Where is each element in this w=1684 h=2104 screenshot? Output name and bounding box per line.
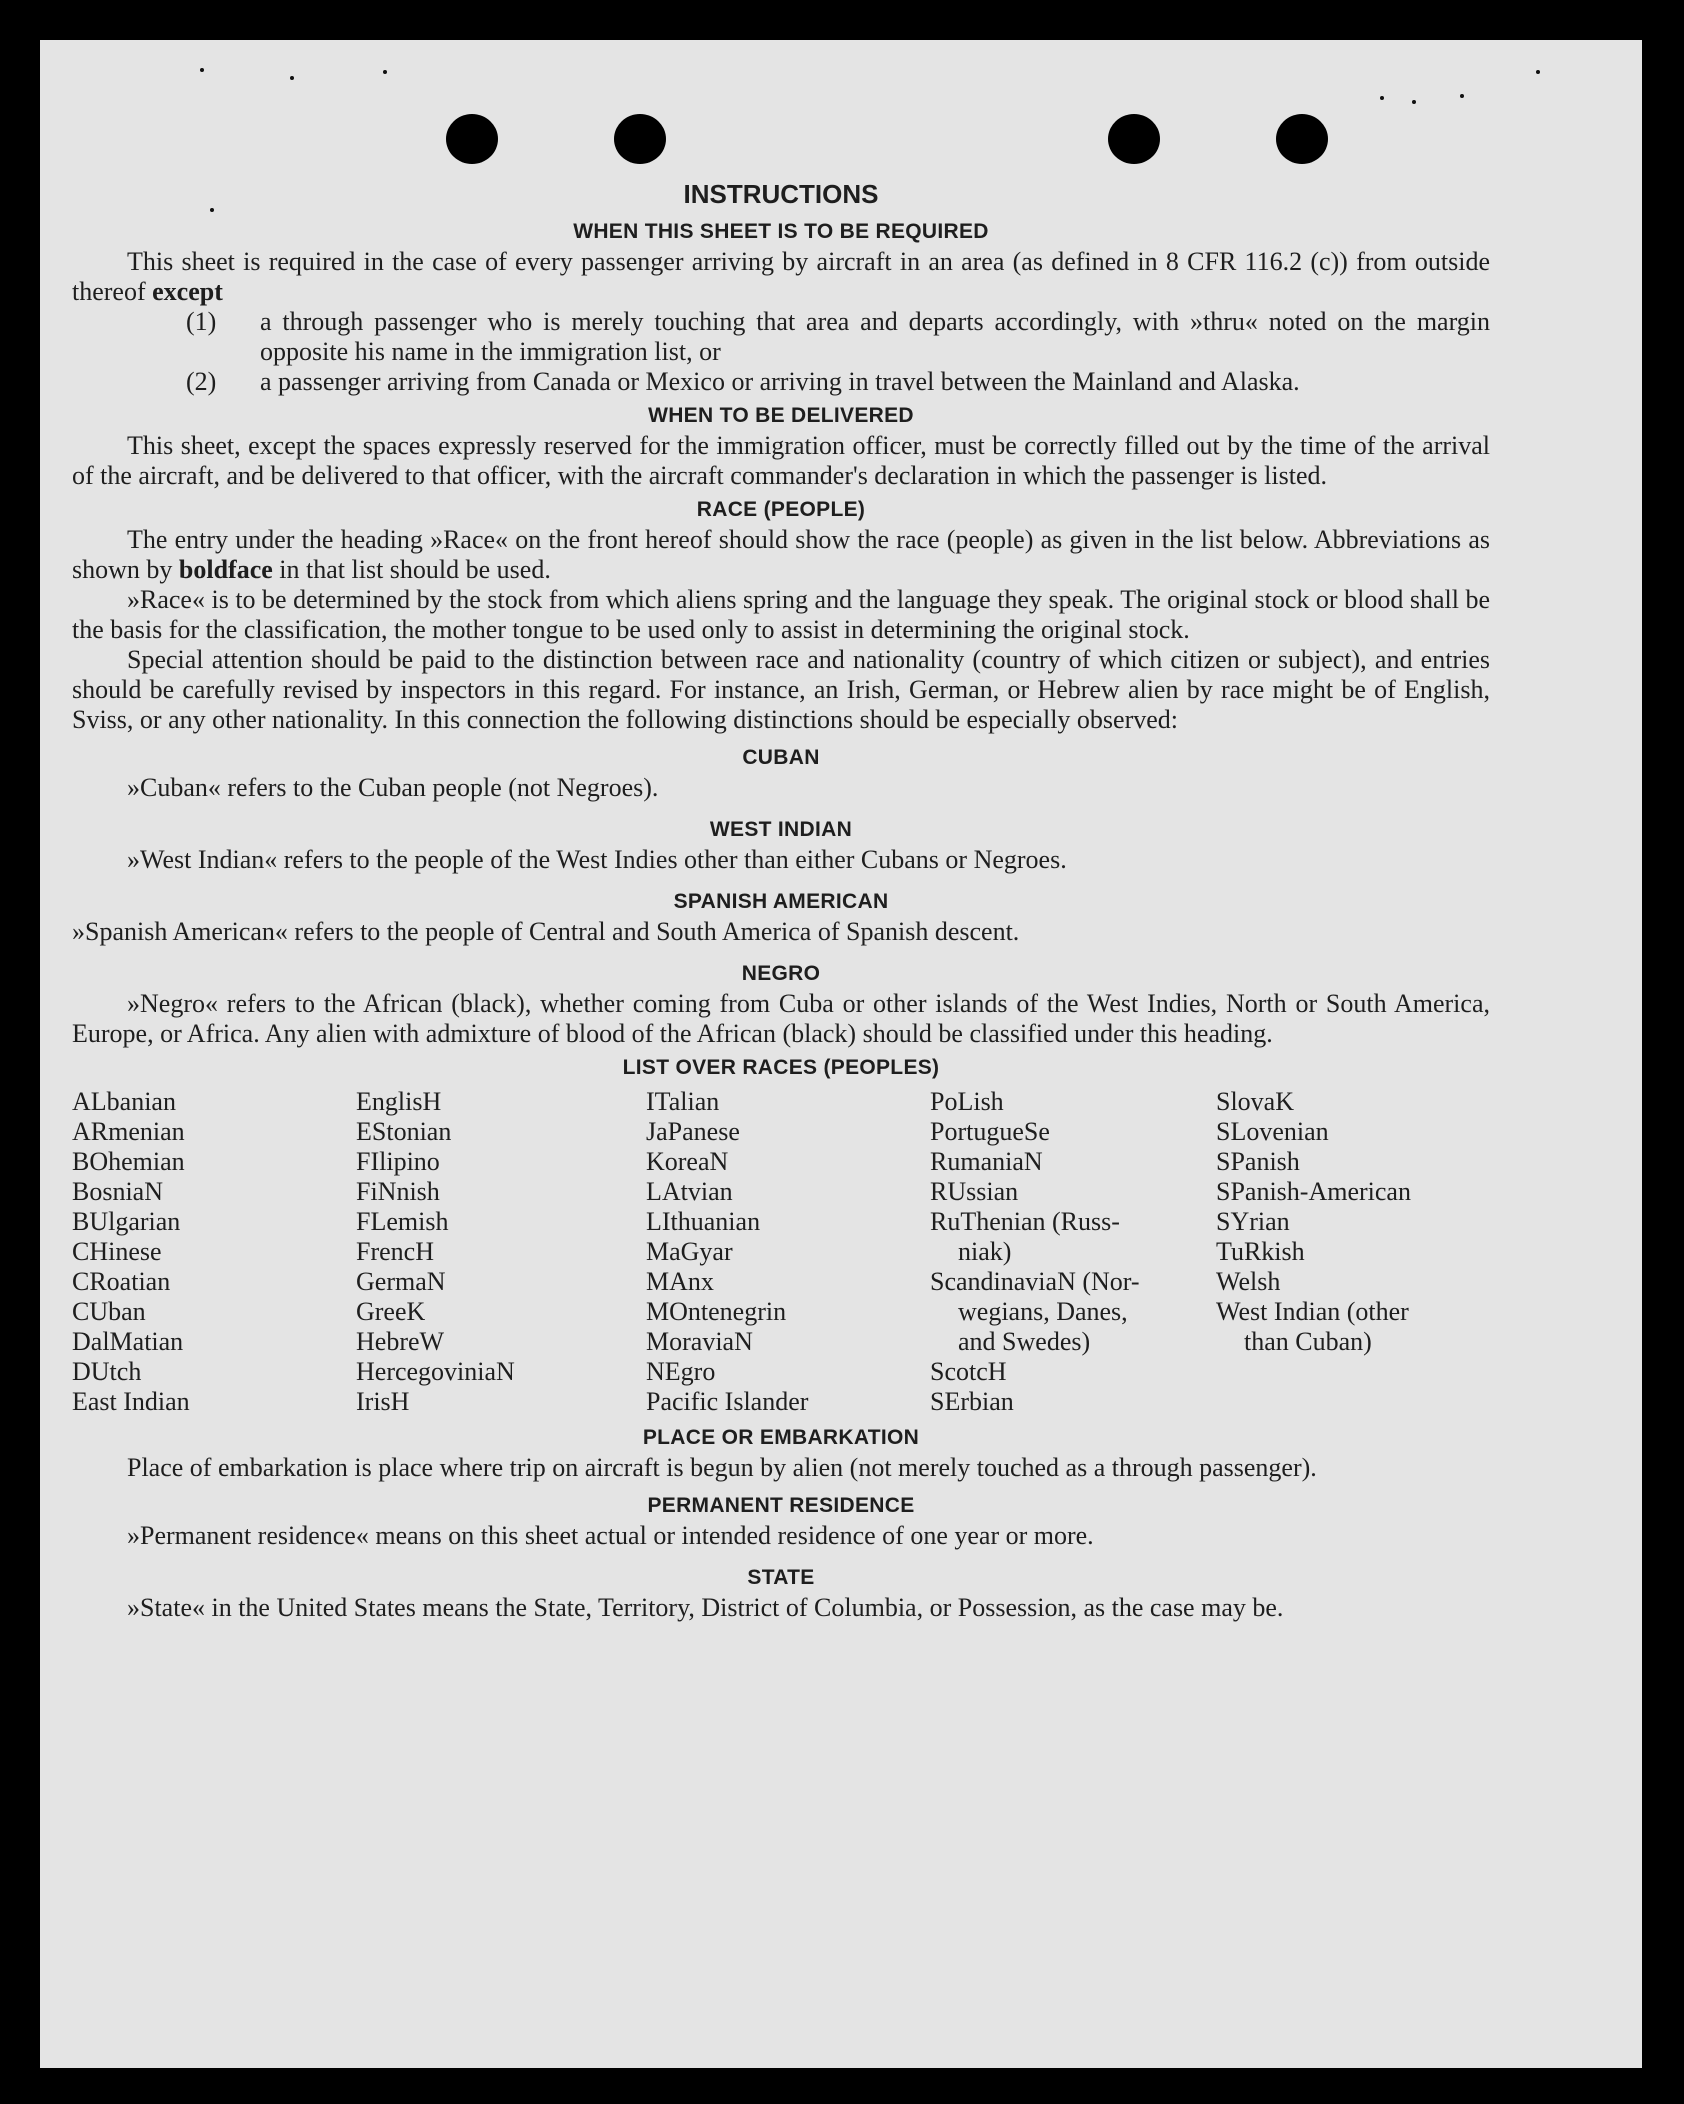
race-list-column-5 bbox=[1216, 1087, 1486, 1417]
list-item: EnglisH bbox=[356, 1087, 442, 1116]
scan-speck bbox=[1536, 70, 1540, 74]
heading-when-required: WHEN THIS SHEET IS TO BE REQUIRED bbox=[573, 220, 989, 243]
list-item: CRoatian bbox=[72, 1267, 171, 1296]
scan-speck bbox=[383, 70, 387, 74]
list-item: RumaniaN bbox=[930, 1147, 1043, 1176]
race-paragraph-2: »Race« is to be determined by the stock from which aliens spring and the language they speak. The original stock or blood shall be the basis for the classification, the mother tongue to be used only to assist in determining the original stock. bbox=[72, 585, 1490, 644]
required-intro: This sheet is required in the case of every passenger arriving by aircraft in an area (as defined in 8 CFR 116.2 (c)) from outside thereof except bbox=[72, 247, 1490, 306]
punch-hole bbox=[1108, 114, 1160, 164]
delivered-text: This sheet, except the spaces expressly reserved for the immigration officer, must be correctly filled out by the time of the arrival of the aircraft, and be delivered to that officer, with the aircraft commander's declaration in which the passenger is listed. bbox=[72, 431, 1490, 490]
list-item: ARmenian bbox=[72, 1117, 185, 1146]
list-item: SPanish-American bbox=[1216, 1177, 1411, 1206]
list-item: ALbanian bbox=[72, 1087, 176, 1116]
list-item: CHinese bbox=[72, 1237, 162, 1266]
west-indian-text: »West Indian« refers to the people of the West Indies other than either Cubans or Negroes. bbox=[127, 845, 1067, 874]
instructions-body bbox=[72, 177, 1490, 1623]
list-item: GreeK bbox=[356, 1297, 426, 1326]
list-item: MoraviaN bbox=[646, 1327, 753, 1356]
heading-state: STATE bbox=[747, 1566, 815, 1589]
list-item: BUlgarian bbox=[72, 1207, 181, 1236]
punch-hole bbox=[614, 114, 666, 164]
heading-race: RACE (PEOPLE) bbox=[696, 498, 866, 521]
list-item: Welsh bbox=[1216, 1267, 1281, 1296]
scan-speck bbox=[200, 68, 204, 72]
item-text: a through passenger who is merely touching that area and departs accordingly, with »thru« noted on the margin opposite his name in the immigration list, or bbox=[260, 307, 1490, 366]
item-text: a passenger arriving from Canada or Mexico or arriving in travel between the Mainland and Alaska. bbox=[260, 367, 1300, 396]
list-item: PortugueSe bbox=[930, 1117, 1050, 1146]
race-list-column-2 bbox=[356, 1087, 646, 1417]
list-item: CUban bbox=[72, 1297, 146, 1326]
list-item: RuThenian (Russ- bbox=[930, 1207, 1120, 1236]
item-number: (2) bbox=[186, 367, 217, 396]
scan-speck bbox=[1412, 100, 1416, 104]
scan-speck bbox=[1380, 96, 1384, 100]
list-item: FLemish bbox=[356, 1207, 449, 1236]
list-item: than Cuban) bbox=[1244, 1327, 1372, 1356]
list-item: BOhemian bbox=[72, 1147, 185, 1176]
list-item: DUtch bbox=[72, 1357, 142, 1386]
list-item: FiNnish bbox=[356, 1177, 440, 1206]
race-paragraph-3: Special attention should be paid to the distinction between race and nationality (country of which citizen or subject), and entries should be carefully revised by inspectors in this regard. For instance, an Irish, German, or Hebrew alien by race might be of English, Sviss, or any other nationality. In this connection the following distinctions should be especially observed: bbox=[72, 645, 1490, 734]
list-item: ITalian bbox=[646, 1087, 720, 1116]
list-item: wegians, Danes, bbox=[958, 1297, 1128, 1326]
list-item: GermaN bbox=[356, 1267, 446, 1296]
list-item: FrencH bbox=[356, 1237, 434, 1266]
list-item: IrisH bbox=[356, 1387, 410, 1416]
list-item: KoreaN bbox=[646, 1147, 729, 1176]
page-title: INSTRUCTIONS bbox=[683, 179, 879, 209]
list-item: DalMatian bbox=[72, 1327, 184, 1356]
document-sheet bbox=[40, 40, 1642, 2068]
list-item: SPanish bbox=[1216, 1147, 1300, 1176]
punch-hole bbox=[1276, 114, 1328, 164]
list-item: East Indian bbox=[72, 1387, 190, 1416]
state-text: »State« in the United States means the State, Territory, District of Columbia, or Possession, as the case may be. bbox=[127, 1593, 1284, 1622]
item-number: (1) bbox=[186, 307, 217, 336]
heading-when-delivered: WHEN TO BE DELIVERED bbox=[648, 404, 914, 427]
heading-west-indian: WEST INDIAN bbox=[709, 818, 853, 841]
heading-permanent-residence: PERMANENT RESIDENCE bbox=[647, 1494, 915, 1517]
list-item: MAnx bbox=[646, 1267, 714, 1296]
embarkation-text: Place of embarkation is place where trip on aircraft is begun by alien (not merely touched as a through passenger). bbox=[127, 1453, 1317, 1482]
list-item: RUssian bbox=[930, 1177, 1019, 1206]
race-list-column-1 bbox=[72, 1087, 356, 1417]
list-item: HebreW bbox=[356, 1327, 445, 1356]
required-item-1 bbox=[72, 307, 1490, 367]
list-item: SErbian bbox=[930, 1387, 1014, 1416]
heading-negro: NEGRO bbox=[741, 962, 821, 985]
list-item: MOntenegrin bbox=[646, 1297, 787, 1326]
boldface-word: boldface bbox=[178, 555, 273, 584]
negro-text: »Negro« refers to the African (black), whether coming from Cuba or other islands of the West Indies, North or South America, Europe, or Africa. Any alien with admixture of blood of the African (black) should be classified under this heading. bbox=[72, 989, 1490, 1048]
list-item: NEgro bbox=[646, 1357, 716, 1386]
list-item: LAtvian bbox=[646, 1177, 733, 1206]
scan-speck bbox=[290, 76, 294, 80]
list-item: SLovenian bbox=[1216, 1117, 1329, 1146]
list-item: Pacific Islander bbox=[646, 1387, 809, 1416]
heading-list-over-races: LIST OVER RACES (PEOPLES) bbox=[622, 1056, 940, 1079]
required-item-2 bbox=[72, 367, 1490, 397]
list-item: BosniaN bbox=[72, 1177, 163, 1206]
scan-speck bbox=[1460, 94, 1464, 98]
list-item: FIlipino bbox=[356, 1147, 440, 1176]
list-item: HercegoviniaN bbox=[356, 1357, 515, 1386]
list-item: JaPanese bbox=[646, 1117, 740, 1146]
heading-place-of-embarkation: PLACE OR EMBARKATION bbox=[642, 1426, 920, 1449]
heading-spanish-american: SPANISH AMERICAN bbox=[673, 890, 889, 913]
list-item: TuRkish bbox=[1216, 1237, 1305, 1266]
list-item: LIthuanian bbox=[646, 1207, 761, 1236]
list-item: PoLish bbox=[930, 1087, 1004, 1116]
punch-hole bbox=[446, 114, 498, 164]
race-list bbox=[72, 1087, 1490, 1417]
list-item: and Swedes) bbox=[958, 1327, 1091, 1356]
spanish-american-text: »Spanish American« refers to the people of Central and South America of Spanish descent. bbox=[72, 917, 1020, 946]
required-except: except bbox=[152, 277, 223, 306]
heading-cuban: CUBAN bbox=[742, 746, 820, 769]
list-item: ScotcH bbox=[930, 1357, 1007, 1386]
list-item: SlovaK bbox=[1216, 1087, 1294, 1116]
list-item: niak) bbox=[958, 1237, 1012, 1266]
race-list-column-3 bbox=[646, 1087, 930, 1417]
residence-text: »Permanent residence« means on this sheet actual or intended residence of one year or more. bbox=[127, 1521, 1094, 1550]
list-item: West Indian (other bbox=[1216, 1297, 1409, 1326]
list-item: MaGyar bbox=[646, 1237, 733, 1266]
list-item: EStonian bbox=[356, 1117, 452, 1146]
list-item: ScandinaviaN (Nor- bbox=[930, 1267, 1140, 1296]
cuban-text: »Cuban« refers to the Cuban people (not Negroes). bbox=[127, 773, 659, 802]
race-list-column-4 bbox=[930, 1087, 1216, 1417]
list-item: SYrian bbox=[1216, 1207, 1290, 1236]
race-paragraph-1: The entry under the heading »Race« on the front hereof should show the race (people) as given in the list below. Abbreviations as shown by boldface in that list should be used. bbox=[72, 525, 1490, 584]
